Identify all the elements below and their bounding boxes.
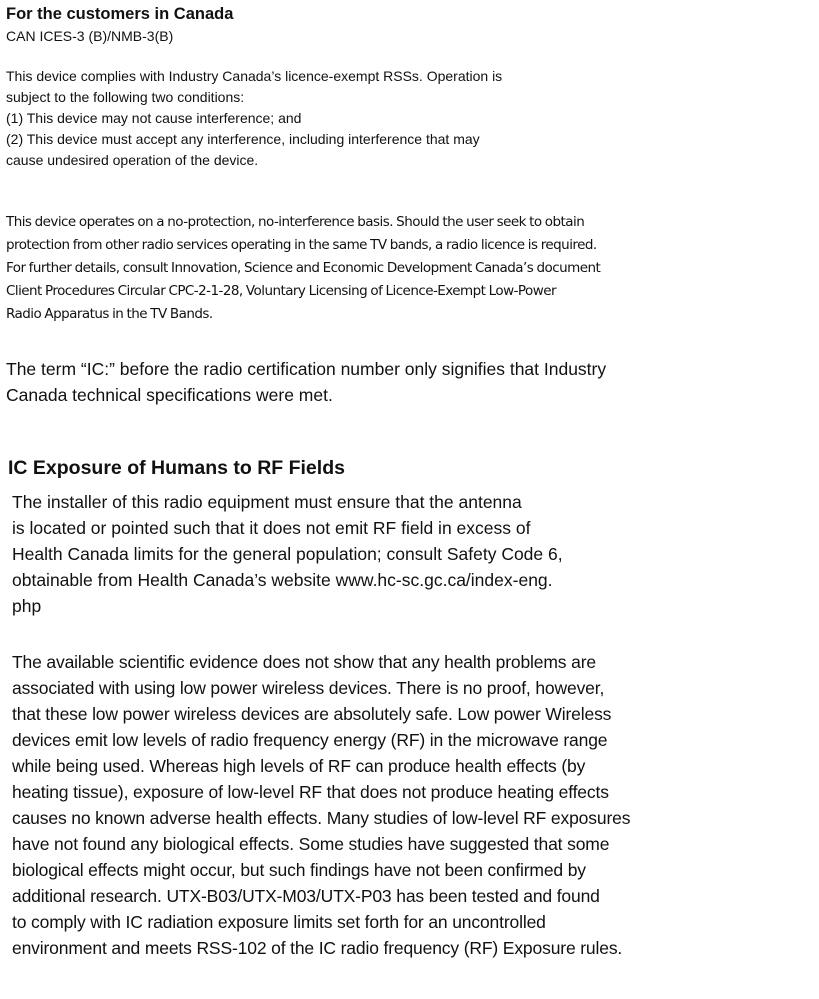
paragraph-line: to comply with IC radiation exposure limits set forth for an uncontrolled bbox=[12, 912, 546, 932]
paragraph-line: subject to the following two conditions: bbox=[6, 89, 245, 105]
paragraph-line: This device complies with Industry Canada’s licence-exempt RSSs. Operation is bbox=[6, 68, 503, 84]
paragraph-line: devices emit low levels of radio frequency energy (RF) in the microwave range bbox=[12, 730, 608, 750]
paragraph-line: have not found any biological effects. Some studies have suggested that some bbox=[12, 834, 610, 854]
no-protection-basis-paragraph bbox=[6, 211, 600, 326]
paragraph-line: Health Canada limits for the general population; consult Safety Code 6, bbox=[12, 544, 563, 564]
paragraph-line: is located or pointed such that it does not emit RF field in excess of bbox=[12, 518, 531, 538]
paragraph-line: This device operates on a no-protection, no-interference basis. Should the user seek to obtain bbox=[6, 214, 585, 230]
paragraph-line: The term “IC:” before the radio certification number only signifies that Industry bbox=[6, 359, 607, 379]
scientific-evidence-paragraph bbox=[12, 649, 630, 961]
paragraph-line: environment and meets RSS-102 of the IC radio frequency (RF) Exposure rules. bbox=[12, 938, 623, 958]
paragraph-line: cause undesired operation of the device. bbox=[6, 152, 259, 168]
paragraph-line: Client Procedures Circular CPC-2-1-28, Voluntary Licensing of Licence-Exempt Low-Power bbox=[6, 283, 556, 299]
paragraph-line: The available scientific evidence does not show that any health problems are bbox=[12, 652, 596, 672]
paragraph-line: protection from other radio services operating in the same TV bands, a radio licence is required. bbox=[6, 237, 597, 253]
ic-term-paragraph bbox=[6, 356, 606, 408]
licence-exempt-conditions-paragraph bbox=[6, 66, 502, 171]
paragraph-line: Radio Apparatus in the TV Bands. bbox=[6, 306, 213, 322]
paragraph-line: Canada technical specifications were met. bbox=[6, 385, 333, 405]
paragraph-line: The installer of this radio equipment must ensure that the antenna bbox=[12, 492, 522, 512]
canada-section-heading: For the customers in Canada bbox=[6, 5, 234, 23]
paragraph-line: additional research. UTX-B03/UTX-M03/UTX-P03 has been tested and found bbox=[12, 886, 600, 906]
ices-compliance-code: CAN ICES-3 (B)/NMB-3(B) bbox=[6, 28, 174, 44]
paragraph-line: that these low power wireless devices are absolutely safe. Low power Wireless bbox=[12, 704, 612, 724]
paragraph-line: php bbox=[12, 596, 42, 616]
paragraph-line: biological effects might occur, but such findings have not been confirmed by bbox=[12, 860, 586, 880]
paragraph-line: causes no known adverse health effects. Many studies of low-level RF exposures bbox=[12, 808, 631, 828]
paragraph-line: (1) This device may not cause interference; and bbox=[6, 110, 302, 126]
paragraph-line: obtainable from Health Canada’s website www.hc-sc.gc.ca/index-eng. bbox=[12, 570, 553, 590]
paragraph-line: associated with using low power wireless devices. There is no proof, however, bbox=[12, 678, 605, 698]
paragraph-line: For further details, consult Innovation, Science and Economic Development Canada’s document bbox=[6, 260, 601, 276]
paragraph-line: while being used. Whereas high levels of RF can produce health effects (by bbox=[12, 756, 586, 776]
paragraph-line: (2) This device must accept any interference, including interference that may bbox=[6, 131, 480, 147]
paragraph-line: heating tissue), exposure of low-level RF that does not produce heating effects bbox=[12, 782, 609, 802]
installer-antenna-paragraph bbox=[12, 489, 563, 619]
ic-exposure-section-heading: IC Exposure of Humans to RF Fields bbox=[8, 457, 345, 479]
